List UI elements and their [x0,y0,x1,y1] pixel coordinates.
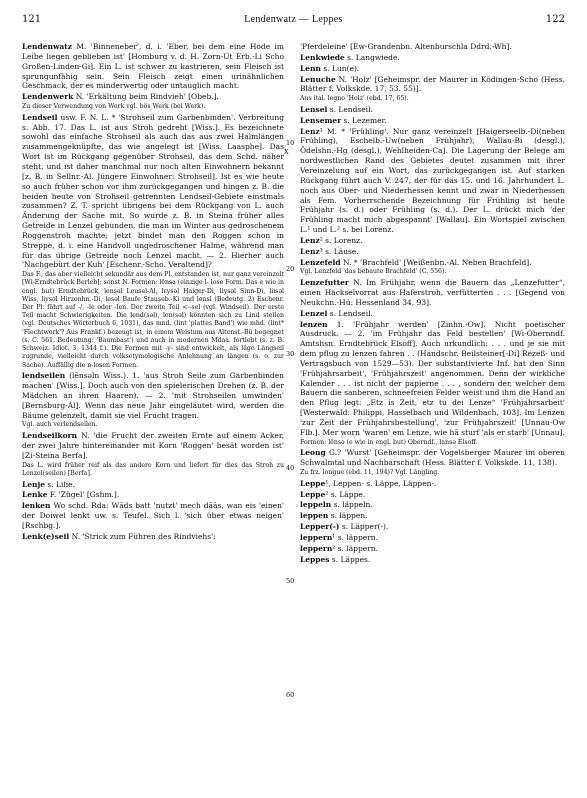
running-title: Lendenwatz — Leppes [244,14,343,25]
entry-headword: Lensel [300,104,328,114]
dictionary-entry [300,490,565,500]
entry-headword: Lenke [22,490,48,500]
entry-note: Zu dieser Verwendung von Werk vgl. bös Werk (bei Werk). [22,103,206,111]
dictionary-entry [22,532,284,542]
entry-headword: lenken [22,501,51,511]
entry-headword: Leppe [300,478,326,488]
entry-headword: lendseilen [22,371,66,381]
entry-text: s. läppeln. [331,500,373,510]
entry-headword: Leppes [300,554,330,564]
dictionary-entry [22,431,284,461]
line-number: 20 [286,265,295,273]
entry-text: ³ s. Läuse. [319,246,359,256]
entry-text: s. Lilie. [44,479,75,489]
entry-text: ¹ s. läppern. [332,532,379,542]
entry-headword: Lenz [300,126,320,136]
entry-headword: leppern [300,532,333,542]
entry-note: Vgl. auch verlendseilen. [22,421,98,429]
dictionary-entry [300,555,565,565]
entry-text: s. Lun(e). [320,63,360,73]
line-number: 60 [286,691,295,699]
entry-text: ² s. Läppe. [325,489,366,499]
entry-note: Vgl. Lenzfeld 'das bebaute Brachfeld' (C. 556). [300,268,447,276]
page-header [0,14,587,28]
dictionary-entry [300,533,565,543]
dictionary-entry [300,309,565,319]
entry-note: Das L. wird früher reif als das andere Korn und liefert für dies das Stroh zu Lenzel(seilen) [Berfa]. [22,461,284,477]
entry-text: (lĕnsəln Wiss.). 1. 'aus Stroh Seile zum Garbenbinden machen' [Wiss.]. Doch auch von den spielerischen Drehen (z. B. der Mädchen an ihren Haaren). — 2. 'mit Strohseilen umwinden' [Bernsburg-Al]. Wenn das neue Jahr eingeläutet wird, werden die Bäume gelenzelt, damit sie viel Frucht tragen. [22,371,284,420]
dictionary-entry [300,522,565,532]
entry-text: s. Lezemer. [341,115,387,125]
entry-text: 'Pferdeleine' [Ew-Grandenbn. Altenburschla Ddrd.-Wh]. [300,42,512,51]
entry-text: s. Lendseil. [327,104,373,114]
entry-headword: Lendenwerk [22,92,74,102]
dictionary-entry [300,116,565,126]
entry-text: N. 'Erkältung beim Rindvieh' [Obeb.]. [73,92,219,102]
left-column [22,42,284,543]
entry-headword: leppen [300,511,329,521]
entry-text: usw. F. N. L. * 'Strohseil zum Garbenbinden'. Verbreitung s. Abb. 17. Das L. ist aus Stroh gedreht [Wiss.]. Es bezeichnete sowohl das einfache Strohseil als auch das aus zwei Halmlängen zusammengeknüpfte, das wie angelegt ist [Wiss. Laasphe]. Das Wort ist im Rückgang gegenüber Strohseil, das dem Schd. näher steht, und ist daher manchmal nur noch alten Einwohnern bekannt [z. B. in Sellnr.-Al. Jüngere Einwohner: Strohseil]. Ist es wie heute so auch früher schon vor ihm zurückgegangen und hingen z. B. die beiden heute von Strohseil getrennten Lendseil-Gebiete einstmals zusammen? Z. T. spricht übrigens bei dem Rückgang von L. auch Änderung der Sache mit. So wurde z. B. in Steina früher alles Getreide in Lenzel gebunden, die man im Winter aus gedroschenem Roggenstroh machte; jetzt bindet man den Roggen schon in Streppe, d. i. eine Handvoll ungedroschener Halme, während man für das übrige Getreide noch Lenzel macht. — 2. Hierher auch 'Nachgebürt der Kuh' [Eschenr.-Scho. Veraltend]? [22,112,284,270]
right-column [300,42,565,565]
entry-headword: Lensemer [300,115,342,125]
dictionary-entry [22,371,284,420]
dictionary-entry [22,92,284,102]
dictionary-entry [300,258,565,268]
entry-text: ² s. Lorenz. [319,235,363,245]
entry-note: Zu frz. longue (ebd. 11, 194)? Vgl. Längling. [300,469,440,477]
entry-headword: lenzen [300,319,328,329]
dictionary-entry [22,113,284,271]
dictionary-entry [300,511,565,521]
entry-text: Wo schd. Rda: Wāds batt 'nutzt' mech dāās, wan eis 'einen' der Doiwel lenkt uw. s. Teufel. Sich l. 'sich über etwas neigen' [Rschbg.]. [22,501,284,530]
dictionary-entry [22,42,284,91]
dictionary-entry [300,500,565,510]
entry-headword: Lenk(e)seil [22,531,70,541]
dictionary-entry [300,42,565,52]
entry-headword: Lendseil [22,112,58,122]
entry-headword: Lenzel [300,308,328,318]
entry-headword: Lenn [300,63,321,73]
dictionary-entry [300,247,565,257]
right-page-number: 122 [545,14,565,25]
dictionary-entry [300,105,565,115]
entry-text: N. * 'Brachfeld' [Weißenbn.-Al. Neben Brachfeld]. [340,257,532,267]
entry-note: Formen: lēnsə (e wie in engl. but) Oberndf., lansə Elsoff. [300,438,478,446]
entry-text: s. Lendseil. [327,308,373,318]
dictionary-entry [300,448,565,468]
entry-headword: Lenuche [300,74,336,84]
line-number: 10 [286,139,295,147]
dictionary-entry [300,64,565,74]
entry-text: ¹, Leppen- s. Läppe, Läppen-. [325,478,437,488]
left-page-number: 121 [22,14,42,25]
dictionary-entry [300,544,565,554]
dictionary-entry [300,127,565,235]
line-number: 40 [286,464,295,472]
entry-text: s. Läppes. [329,554,371,564]
entry-text: F. 'Zügel' [Gshm.]. [47,490,120,500]
entry-headword: leppern [300,543,333,553]
dictionary-entry [22,480,284,490]
entry-text: N. 'Holz' [Geheimspr. der Maurer in Ködingen-Scho (Hess. Blätter f. Volkskde. 17, 53. 55)]. [300,74,565,94]
entry-headword: Leppe [300,489,326,499]
entry-text: ¹ M. * 'Frühling'. Nur ganz vereinzelt [Haigerseelb.-Di(neben Frühling), Eschelb.-Uw(neben Frühjahr), Wallau-Bi (desgl.), Ödelshn.-Hg (desgl.), Wehlheiden-Ca]. Die Lagerung der Belege am nordwestlichen Rand des Gebietes deutet zusammen mit ihrer Vereinzelung auf ein Wort, das zurückgegangen ist. Auf starken Rückgang führt auch V. 247, der für das 15. und 16. Jahrhundert L. noch aus Ober- und Niederhessen kennt und zwar in Niederhessen als Fem. Vorherrschende Bezeichnung für Frühling ist heute Frühjahr (s. d.) oder Frühling (s. d.). Der L. drückt mich 'der Frühling macht mich abgespannt' [Wallau]. Ein Wortspiel zwischen L.¹ und L.² s. bei Lorenz. [300,126,565,235]
entry-text: ² s. läppern. [332,543,379,553]
entry-text: s. Läpper(-). [339,522,389,532]
dictionary-entry [22,490,284,500]
side-mark: X [284,148,289,156]
entry-text: s. Langwiede. [344,52,400,62]
entry-text: N. Im Frühjahr, wenn die Bauern das „Lenzefutter“, einen Häckselvorrat aus Haferstroh, verfütterten . . . [Gegend von Neukchn.-Hü: Hessenland 34, 93]. [300,278,565,307]
dictionary-entry [300,75,565,95]
dictionary-entry [300,236,565,246]
entry-text: G.? 'Wurst' [Geheimspr. der Vogelsberger Maurer im oberen Schwalmtal und Nachbarschaft (Hess. Blätter f. Volkskde. 11, 138). [300,448,565,468]
entry-note: Das F., das aber vielleicht sekundär aus dem Pl. entstanden ist, nur ganz vereinzelt [Wi-Erndtebrück Berleb]; sonst N. Formen: lēnsa (einzige l- lose Form. Das e wie in engl. but) Erndtebrück, lensəl Leusel-Al, lɛysəl Haiger-Di, liysəl Sinn-Di, liisəl Wiss, liysəl Hirzenhn.-Di, lesəl Baufe Stauseb.-Ki und lensl (Bedeutg. 2) Eschenr. Der Pl. fährt auf -/, -le oder -len. Der zweite Teil <--sel (vgl. Windseil). Der erste Teil macht Schwierigkeiten. Die lend(səl), len(səl) könnten sich zu Lind stellen (vgl. Deutsches Wörterbuch 6, 1031), das mnd. (lint 'plattes Band') wie mhd. (lint* 'Flechtwerk'? Aus Frankf.) bezeugt ist, in einem Weistum aus Altenst.-Bü begegnet (s. C. 561. Bedeutung: 'Baumbast') und auch in modernen Mdaa. fortlebt (s. z. B. Schweiz. Idiot. 3, 1344 f.). Die Formen mit -y- sind entwickelt, als läge Längseil zugrunde, vielleicht durch volksetymologische Anlehnung an längen (s. o. zur Sache). Auffällig die n-losen Formen. [22,271,284,369]
entry-headword: Lenje [22,479,45,489]
dictionary-entry [300,320,565,438]
entry-headword: Lenz [300,235,320,245]
entry-headword: leppeln [300,500,332,510]
line-number: 50 [286,577,295,585]
entry-text: N. 'die Frucht der zweiten Ernte auf einem Acker, der zwei Jahre hintereinander mit Korn 'Roggen' besät worden ist' [Zi-Steina Berfa]. [22,431,284,460]
entry-headword: Lenz [300,246,320,256]
dictionary-entry [300,53,565,63]
entry-text: N. 'Strick zum Führen des Rindviehs'; [69,531,216,541]
entry-text: s. läppen. [328,511,368,521]
entry-headword: Lenzefeld [300,257,341,267]
entry-headword: Lenzefutter [300,278,349,288]
dictionary-entry [22,501,284,531]
entry-headword: Lepper(-) [300,522,340,532]
line-number: 30 [286,350,295,358]
entry-headword: Lenkwiede [300,52,345,62]
entry-note: Aus ital. legno 'Holz' (ebd. 17, 65). [300,95,409,103]
entry-headword: Leong [300,448,326,458]
dictionary-entry [300,479,565,489]
entry-headword: Lendenwatz [22,42,73,51]
entry-headword: Lendseilkorn [22,431,78,441]
entry-text: M. 'Binneneber', d. i. 'Eber, bei dem eine Hode im Leibe liegen geblieben ist' [Homburg v. d. H. Zorn-Ut Erb.-Li Scho Großen-Linden-Gi]. Ein L. ist schwer zu kastrieren, sein Fleisch ist sprungunfähig sein. Sein Fleisch zeigt einen urinähnlichen Geschmack, der es minderwertig oder untauglich macht. [22,42,284,91]
dictionary-entry [300,278,565,308]
entry-text: 1. 'Frühjahr werden' [Zinhn.-Ow]. Nicht poetischer Ausdruck. — 2. 'im Frühjahr das Feld bestellen' [Wi-Obernndf. Amtshsn. Erndtebrück Elsoff]. Auch urkundlich: . . . und je sie mit dem pflug zu lenzen fahren . . (Handschr. Beilsteiner[-Di] Rezeß- und Vertragsbuch von 1529—53). Der substantivierte Inf. hat den Sinn 'Frühjahrsarbeit', 'Frühjahrszeit' angenommen. Denn der wirkliche Kalender . . . ist nicht der papierne . . . , sondern der, welcher dem Bauern die sanberen, schneefreien Felder weist und ihm die Hand an den Pflug legt: „Etz is Zeit, etz tu dei Lenze“ 'Frühjahrsarbeit' [Westerwald: Philippi, Hasselbach und Wildenbach, 103]. Im Lenzen 'zur Zeit der Frühjahrsbestellung', 'zur Frühjahrszeit' [Unnau-Ow Flb.]. Mer worn 'waren' em Lenze, wie hā sturf 'als er starb' [Unnau]. [300,319,565,437]
